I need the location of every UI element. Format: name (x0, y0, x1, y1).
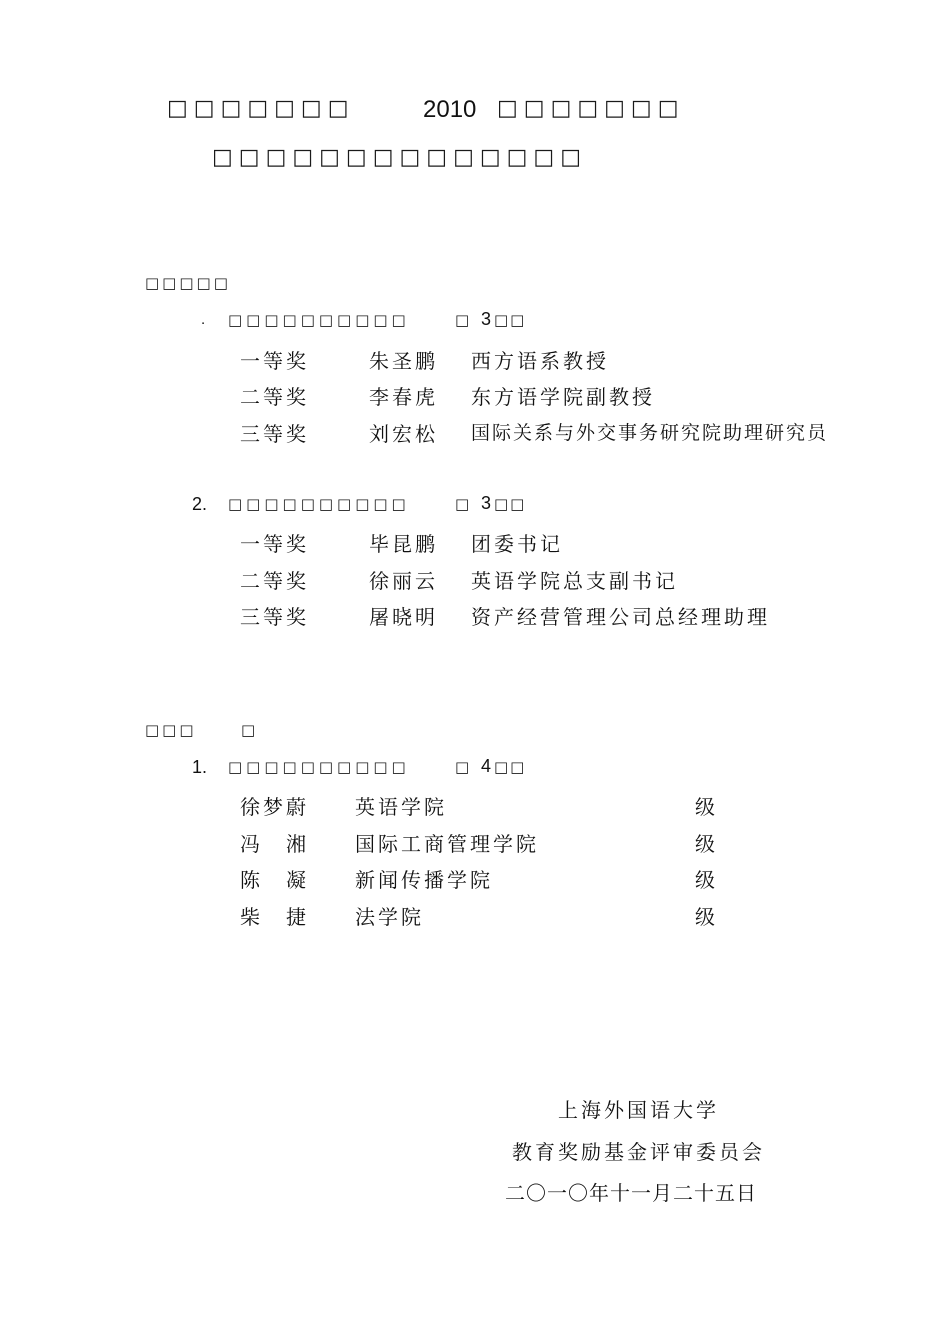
awardee-name: 毕昆鹏 (369, 532, 438, 556)
student-grade: 级 (695, 795, 718, 819)
award-rank: 三等奖 (240, 422, 309, 446)
student-grade: 级 (695, 868, 718, 892)
signature-organization: 上海外国语大学 (558, 1098, 719, 1122)
award-rank: 二等奖 (240, 385, 309, 409)
section-a-cat2-count: 3 (481, 493, 492, 513)
title-line1-prefix: □□□□□□□ (167, 96, 355, 121)
awardee-detail: 东方语学院副教授 (471, 385, 655, 409)
section-a-cat1-number: . (201, 311, 206, 328)
title-year: 2010 (423, 96, 477, 123)
section-a-cat2-count-pre: □ (455, 495, 476, 513)
student-college: 新闻传播学院 (355, 868, 493, 892)
awardee-name: 屠晓明 (369, 605, 438, 629)
student-name: 冯 湘 (240, 832, 309, 856)
student-name: 徐梦蔚 (240, 795, 309, 819)
section-a-cat2-count-post: □□ (494, 495, 527, 513)
award-rank: 一等奖 (240, 349, 309, 373)
student-grade: 级 (695, 832, 718, 856)
signature-date: 二〇一〇年十一月二十五日 (505, 1181, 757, 1205)
title-line1-suffix: □□□□□□□ (497, 96, 685, 121)
title-line2: □□□□□□□□□□□□□□ (212, 145, 588, 170)
section-a-heading: □□□□□ (145, 274, 231, 292)
student-grade: 级 (695, 905, 718, 929)
awardee-detail: 团委书记 (471, 532, 563, 556)
section-b-cat1-count-pre: □ (455, 758, 476, 776)
awardee-detail: 国际关系与外交事务研究院助理研究员 (471, 422, 829, 444)
section-a-cat2-number: 2. (192, 494, 208, 514)
section-a-cat2-label: □□□□□□□□□□ (228, 495, 410, 513)
section-b-cat1-number: 1. (192, 757, 208, 777)
awardee-detail: 资产经营管理公司总经理助理 (471, 605, 770, 629)
signature-committee: 教育奖励基金评审委员会 (512, 1140, 765, 1164)
section-a-cat1-count-pre: □ (455, 311, 476, 329)
awardee-name: 徐丽云 (369, 569, 438, 593)
section-b-cat1-count-post: □□ (494, 758, 527, 776)
student-college: 国际工商管理学院 (355, 832, 539, 856)
section-a-cat1-count-post: □□ (494, 311, 527, 329)
student-name: 陈 凝 (240, 868, 309, 892)
awardee-detail: 英语学院总支副书记 (471, 569, 678, 593)
section-b-cat1-count: 4 (481, 756, 492, 776)
awardee-name: 刘宏松 (369, 422, 438, 446)
award-rank: 一等奖 (240, 532, 309, 556)
award-rank: 二等奖 (240, 569, 309, 593)
awardee-name: 朱圣鹏 (369, 349, 438, 373)
award-rank: 三等奖 (240, 605, 309, 629)
section-b-heading-tail: □ (241, 721, 262, 739)
section-b-cat1-label: □□□□□□□□□□ (228, 758, 410, 776)
section-b-heading: □□□ (145, 721, 197, 739)
section-a-cat1-label: □□□□□□□□□□ (228, 311, 410, 329)
student-college: 英语学院 (355, 795, 447, 819)
awardee-detail: 西方语系教授 (471, 349, 609, 373)
student-name: 柴 捷 (240, 905, 309, 929)
student-college: 法学院 (355, 905, 424, 929)
section-a-cat1-count: 3 (481, 309, 492, 329)
awardee-name: 李春虎 (369, 385, 438, 409)
